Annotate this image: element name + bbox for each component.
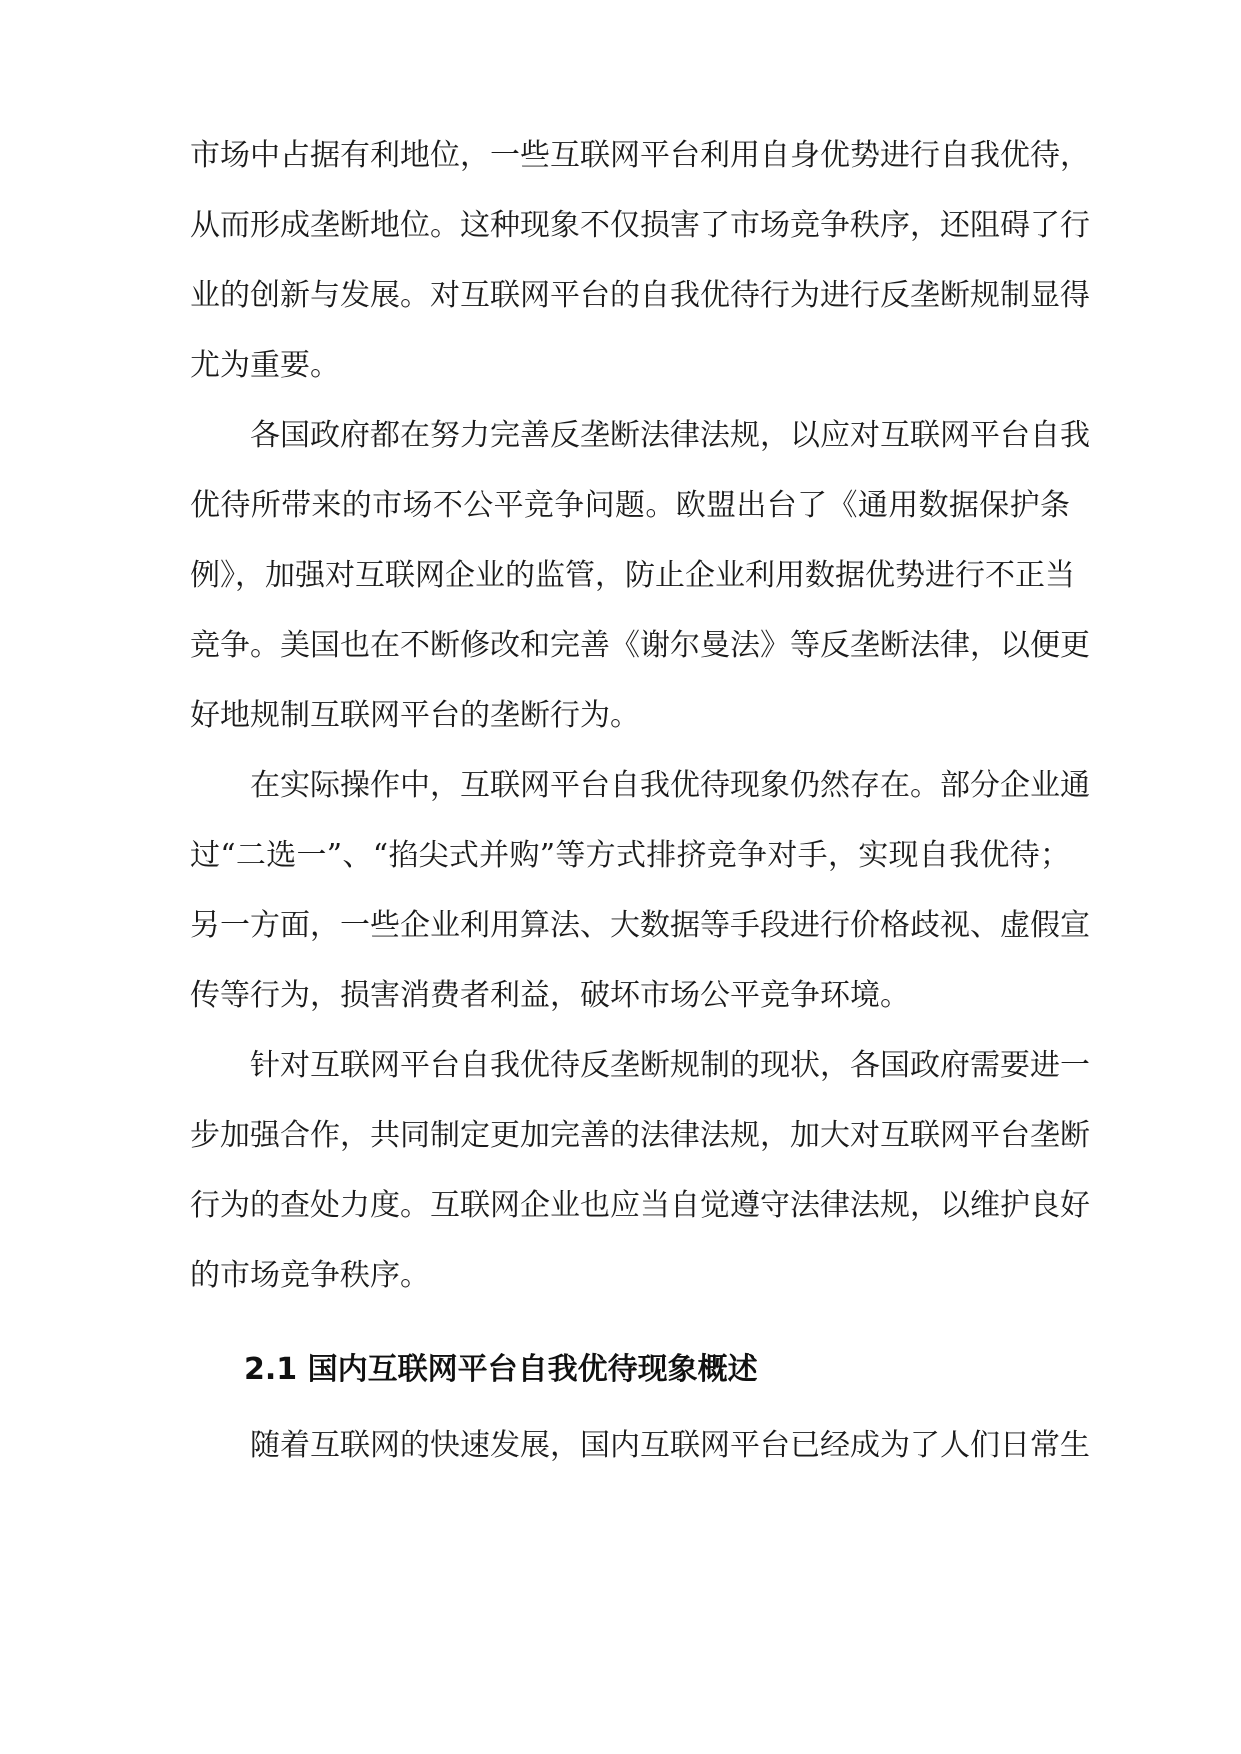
paragraph-1-line-2: 从而形成垄断地位。这种现象不仅损害了市场竞争秩序，还阻碍了行 [190,208,1090,243]
paragraph-2-line-4: 竞争。美国也在不断修改和完善《谢尔曼法》等反垄断法律，以便更 [190,628,1090,663]
paragraph-1-line-1: 市场中占据有利地位，一些互联网平台利用自身优势进行自我优待， [190,138,1090,173]
paragraph-4-line-4: 的市场竞争秩序。 [190,1258,430,1293]
final-paragraph-line-1: 随着互联网的快速发展，国内互联网平台已经成为了人们日常生 [250,1428,1090,1463]
section-heading: 2.1 国内互联网平台自我优待现象概述 [244,1352,758,1387]
paragraph-2-line-3: 例》，加强对互联网企业的监管，防止企业利用数据优势进行不正当 [190,558,1075,593]
paragraph-4-line-2: 步加强合作，共同制定更加完善的法律法规，加大对互联网平台垄断 [190,1118,1090,1153]
paragraph-1-line-3: 业的创新与发展。对互联网平台的自我优待行为进行反垄断规制显得 [190,278,1090,313]
paragraph-3-line-1: 在实际操作中，互联网平台自我优待现象仍然存在。部分企业通 [250,768,1090,803]
paragraph-4-line-3: 行为的查处力度。互联网企业也应当自觉遵守法律法规，以维护良好 [190,1188,1090,1223]
paragraph-2-line-5: 好地规制互联网平台的垄断行为。 [190,698,640,733]
paragraph-3-line-2: 过“二选一”、“掐尖式并购”等方式排挤竞争对手，实现自我优待； [190,838,1070,873]
paragraph-3-line-3: 另一方面，一些企业利用算法、大数据等手段进行价格歧视、虚假宣 [190,908,1090,943]
paragraph-2-line-2: 优待所带来的市场不公平竞争问题。欧盟出台了《通用数据保护条 [190,488,1070,523]
paragraph-2-line-1: 各国政府都在努力完善反垄断法律法规，以应对互联网平台自我 [250,418,1090,453]
paragraph-3-line-4: 传等行为，损害消费者利益，破坏市场公平竞争环境。 [190,978,910,1013]
paragraph-4-line-1: 针对互联网平台自我优待反垄断规制的现状，各国政府需要进一 [250,1048,1090,1083]
paragraph-1-line-4: 尤为重要。 [190,348,340,383]
